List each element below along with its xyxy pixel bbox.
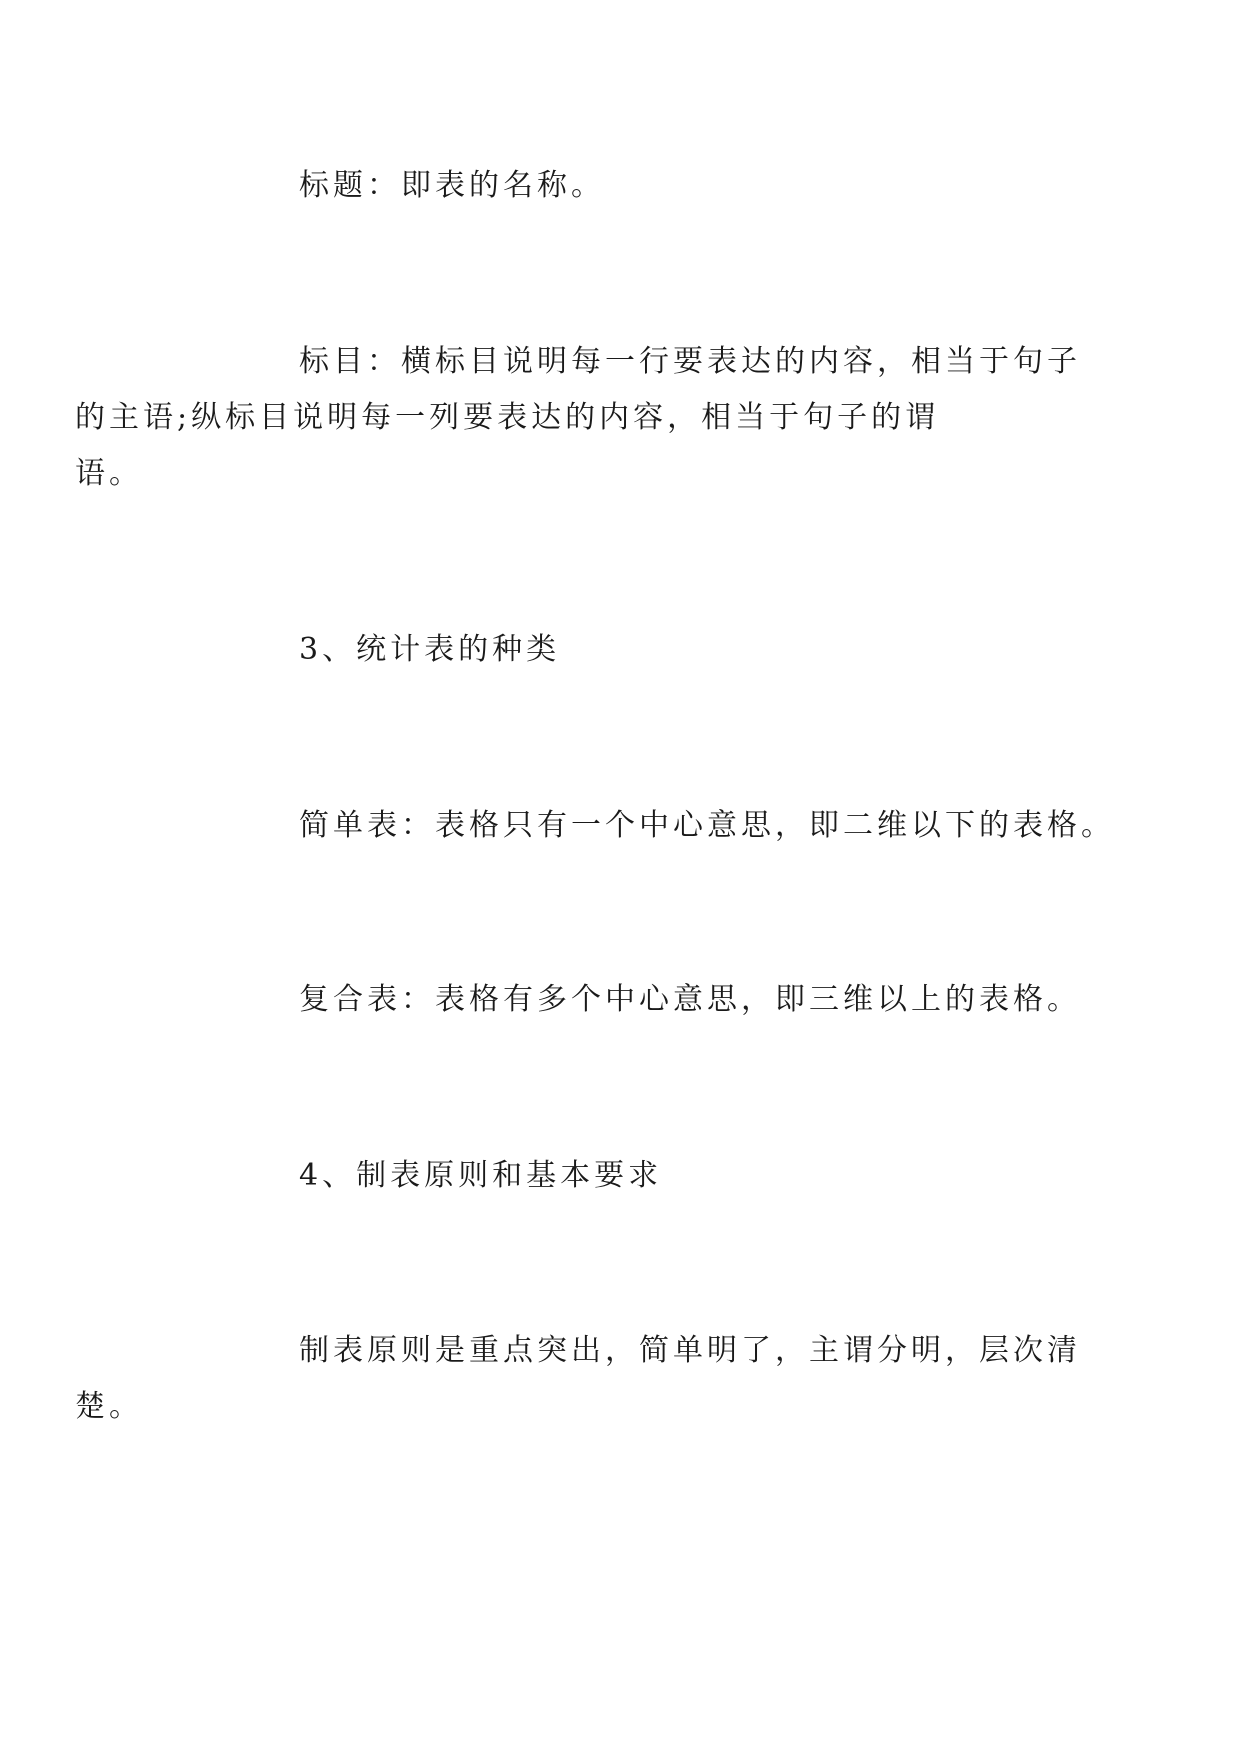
text-line: 的主语;纵标目说明每一列要表达的内容，相当于句子的谓 [75,400,940,435]
text-line: 语。 [75,456,143,491]
text-line: 简单表：表格只有一个中心意思，即二维以下的表格。 [299,808,1115,843]
text-line: 3、统计表的种类 [299,632,561,667]
section-heading-table-types [187,622,1047,678]
paragraph-title-definition [187,158,1047,214]
section-heading-principles [187,1148,1047,1204]
text-line: 标题：即表的名称。 [299,168,605,203]
text-line: 楚。 [75,1389,143,1424]
paragraph-principles [75,1323,1081,1435]
text-line: 制表原则是重点突出，简单明了，主谓分明，层次清 [299,1333,1081,1368]
text-line: 标目：横标目说明每一行要表达的内容，相当于句子 [299,344,1081,379]
paragraph-heading-definition [75,334,1081,502]
paragraph-compound-table [187,972,1081,1028]
paragraph-simple-table [187,798,1115,854]
text-line: 4、制表原则和基本要求 [299,1158,663,1193]
text-line: 复合表：表格有多个中心意思，即三维以上的表格。 [299,982,1081,1017]
